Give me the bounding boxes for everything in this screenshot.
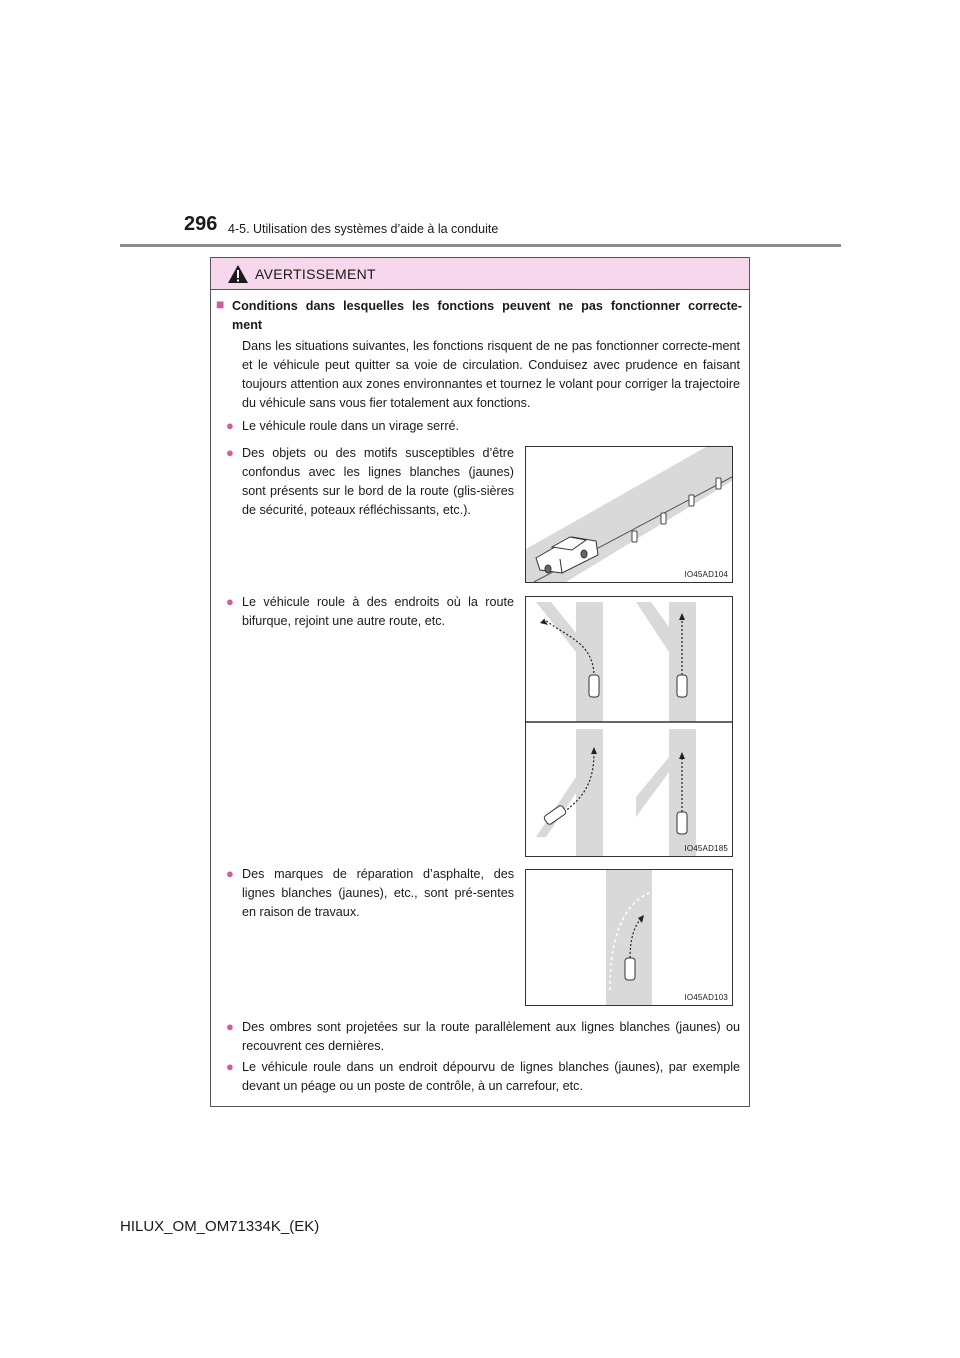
list-item: Le véhicule roule à des endroits où la route bifurque, rejoint une autre route, etc. (242, 595, 514, 628)
repair-marks-illustration (526, 870, 732, 1005)
round-bullet-icon: ● (226, 594, 234, 609)
list-item: Des ombres sont projetées sur la route parallèlement aux lignes blanches (jaunes) ou recouvrent ces dernières. (242, 1020, 740, 1053)
list-item: Le véhicule roule dans un virage serré. (242, 419, 460, 433)
guardrail-illustration (526, 447, 732, 582)
round-bullet-icon: ● (226, 418, 234, 433)
round-bullet-icon: ● (226, 866, 234, 881)
figure-code: IO45AD185 (684, 844, 728, 853)
warning-triangle-icon (227, 264, 249, 284)
round-bullet-icon: ● (226, 445, 234, 460)
warning-header (211, 258, 749, 290)
list-item: Des marques de réparation d’asphalte, des lignes blanches (jaunes), etc., sont pré-sentes en raison de travaux. (242, 867, 514, 919)
figure-guardrail-posts (525, 446, 733, 583)
list-item: Des objets ou des motifs susceptibles d’être confondus avec les lignes blanches (jaunes) sont présents sur le bord de la route (glis-sières de sécurité, poteaux réfléchissants, etc.). (242, 446, 514, 517)
round-bullet-icon: ● (226, 1019, 234, 1034)
figure-road-branching (525, 596, 733, 857)
list-item: Le véhicule roule dans un endroit dépourvu de lignes blanches (jaunes), par exemple devant un péage ou un poste de contrôle, à un carrefour, etc. (242, 1060, 740, 1093)
document-code: HILUX_OM_OM71334K_(EK) (120, 1218, 320, 1235)
section-title: 4-5. Utilisation des systèmes d’aide à la conduite (228, 222, 499, 236)
warning-title: AVERTISSEMENT (255, 265, 376, 282)
branching-roads-illustration (526, 597, 732, 856)
figure-code: IO45AD104 (684, 570, 728, 579)
round-bullet-icon: ● (226, 1059, 234, 1074)
warning-heading-line2: ment (232, 318, 263, 332)
figure-road-repair (525, 869, 733, 1006)
warning-heading-line1: Conditions dans lesquelles les fonctions peuvent ne pas fonctionner correcte- (232, 299, 742, 313)
square-bullet-icon: ■ (216, 296, 225, 312)
header-divider (120, 244, 841, 247)
figure-code: IO45AD103 (684, 993, 728, 1002)
warning-intro: Dans les situations suivantes, les fonctions risquent de ne pas fonctionner correcte-ment et le véhicule peut quitter sa voie de circulation. Conduisez avec prudence en faisant toujours attention aux zones environnantes et tournez le volant pour corriger la trajectoire du véhicule sans vous fier totalement aux fonctions. (242, 339, 740, 410)
page-number: 296 (184, 213, 218, 235)
